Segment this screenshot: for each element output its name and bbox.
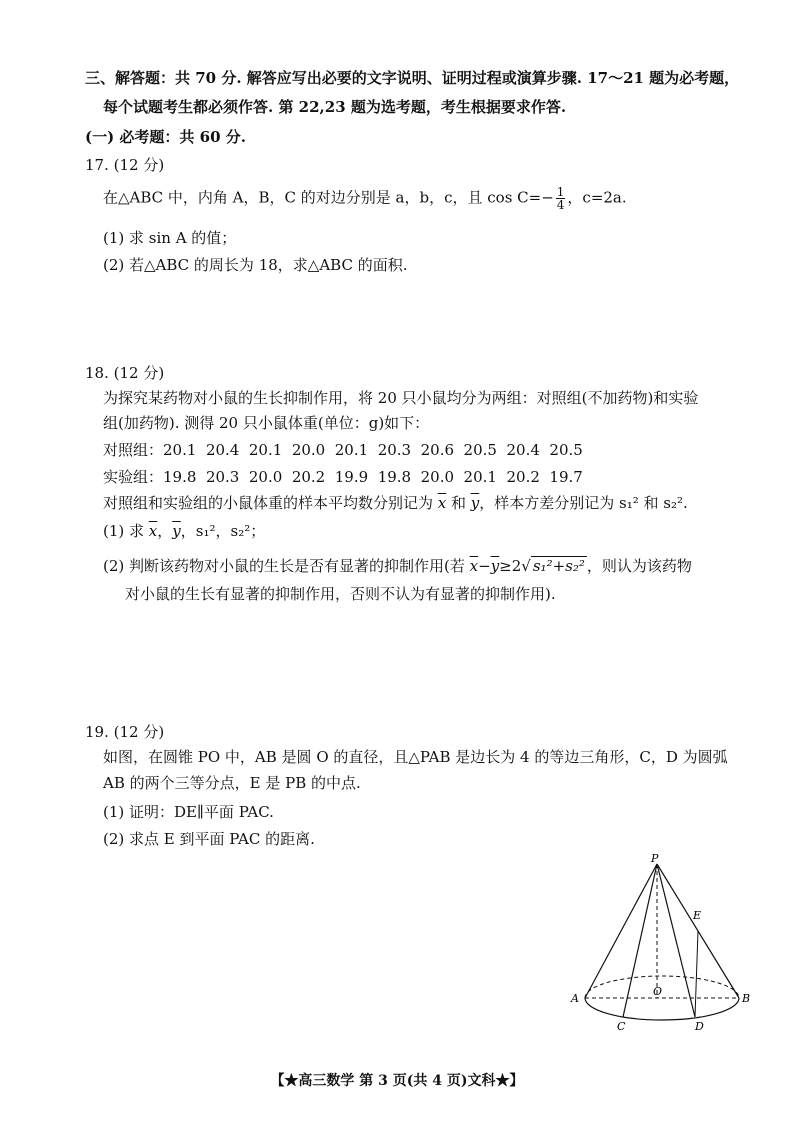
q18-part2-ybar: $\overline{y}$ xyxy=(490,557,500,575)
edge-pc xyxy=(623,864,657,1017)
q19-stem2: AB 的两个三等分点，E 是 PB 的中点. xyxy=(103,774,361,792)
q18-control-label: 对照组： xyxy=(103,441,164,459)
q18-part2: (2) 判断该药物对小鼠的生长是否有显著的抑制作用(若 $\overline{x}-\overline{y}\ge 2√$ s₁²+s₂² ，则认为该药物 xyxy=(103,557,692,575)
q17-frac-num: 1 xyxy=(556,185,565,199)
q19-stem1: 如图，在圆锥 PO 中，AB 是圆 O 的直径，且△PAB 是边长为 4 的等边三角形，C，D 为圆弧 xyxy=(103,748,728,766)
q18-number: 18. (12 分) xyxy=(85,364,165,382)
q18-control-row xyxy=(103,440,583,460)
q17-number: 17. (12 分) xyxy=(85,156,165,174)
q17-part2: (2) 若△ABC 的周长为 18，求△ABC 的面积. xyxy=(103,256,408,274)
q18-part2-mid: ≥2 xyxy=(499,557,522,575)
q18-stem3 xyxy=(103,493,688,513)
q18-part1-ybar: $\overline{y}$ xyxy=(172,522,181,540)
label-p: P xyxy=(651,852,659,865)
label-a: A xyxy=(571,992,579,1005)
q18-stem3-and: 和 xyxy=(446,494,471,512)
q18-exp-label: 实验组： xyxy=(103,468,164,486)
q18-stem2: 组(加药物). 测得 20 只小鼠体重(单位：g)如下： xyxy=(103,414,430,432)
q18-part1: (1) 求 $\overline{x}$，$\overline{y}$，s₁²，s₂²； xyxy=(103,522,266,540)
q17-stem xyxy=(103,186,627,211)
q18-experimental-row xyxy=(103,467,583,487)
label-e: E xyxy=(693,909,702,922)
label-b: B xyxy=(742,992,751,1005)
q18-part2-post: ，则认为该药物 xyxy=(586,557,692,575)
q17-frac-den: 4 xyxy=(556,198,565,212)
q17-stem-pre: 在△ABC 中，内角 A，B，C 的对边分别是 a，b，c，且 cos C=− xyxy=(103,188,554,207)
q18-part2-line2: 对小鼠的生长有显著的抑制作用，否则不认为有显著的抑制作用). xyxy=(125,585,556,603)
label-o: O xyxy=(653,985,663,998)
label-d: D xyxy=(695,1020,704,1033)
q19-number: 19. (12 分) xyxy=(85,723,165,741)
q18-ybar: $\overline{y}$ xyxy=(470,494,480,512)
section-heading-line2: 每个试题考生都必须作答. 第 22,23 题为选考题，考生根据要求作答. xyxy=(103,98,567,116)
q17-fraction xyxy=(556,186,566,211)
q18-part2-xbar: $\overline{x}$ xyxy=(469,557,479,575)
q18-exp-values: 19.8 20.3 20.0 20.2 19.9 19.8 20.0 20.1 20.2 19.7 xyxy=(163,468,583,486)
q18-part1-pre: (1) 求 xyxy=(103,522,149,540)
cone-figure xyxy=(565,850,755,1035)
base-ellipse-front xyxy=(585,998,739,1020)
q19-part1: (1) 证明：DE∥平面 PAC. xyxy=(103,803,274,821)
q18-stem1: 为探究某药物对小鼠的生长抑制作用，将 20 只小鼠均分为两组：对照组(不加药物)和实验 xyxy=(103,389,699,407)
segment-de xyxy=(695,931,698,1017)
q18-part2-pre: (2) 判断该药物对小鼠的生长是否有显著的抑制作用(若 xyxy=(103,557,470,575)
section-subheading: (一) 必考题：共 60 分. xyxy=(85,128,246,146)
q18-part2-sqrt: s₁²+s₂² xyxy=(532,557,585,575)
q17-stem-post: ，c=2a. xyxy=(567,188,627,207)
q19-part2: (2) 求点 E 到平面 PAC 的距离. xyxy=(103,830,315,848)
label-c: C xyxy=(617,1020,626,1033)
q18-stem3-post: ，样本方差分别记为 s₁² 和 s₂². xyxy=(479,494,688,512)
page-footer: 【★高三数学 第 3 页(共 4 页)文科★】 xyxy=(270,1073,524,1089)
edge-pd xyxy=(657,864,695,1017)
edge-pa xyxy=(585,864,657,998)
q17-part1: (1) 求 sin A 的值； xyxy=(103,229,237,247)
q18-control-values: 20.1 20.4 20.1 20.0 20.1 20.3 20.6 20.5 20.4 20.5 xyxy=(163,441,583,459)
q18-stem3-pre: 对照组和实验组的小鼠体重的样本平均数分别记为 xyxy=(103,494,438,512)
q18-part1-post: ，s₁²，s₂²； xyxy=(180,522,266,540)
q18-part1-xbar: $\overline{x}$ xyxy=(148,522,158,540)
q18-xbar: $\overline{x}$ xyxy=(437,494,447,512)
section-heading-line1: 三、解答题：共 70 分. 解答应写出必要的文字说明、证明过程或演算步骤. 17～21 题为必考题， xyxy=(85,69,740,87)
